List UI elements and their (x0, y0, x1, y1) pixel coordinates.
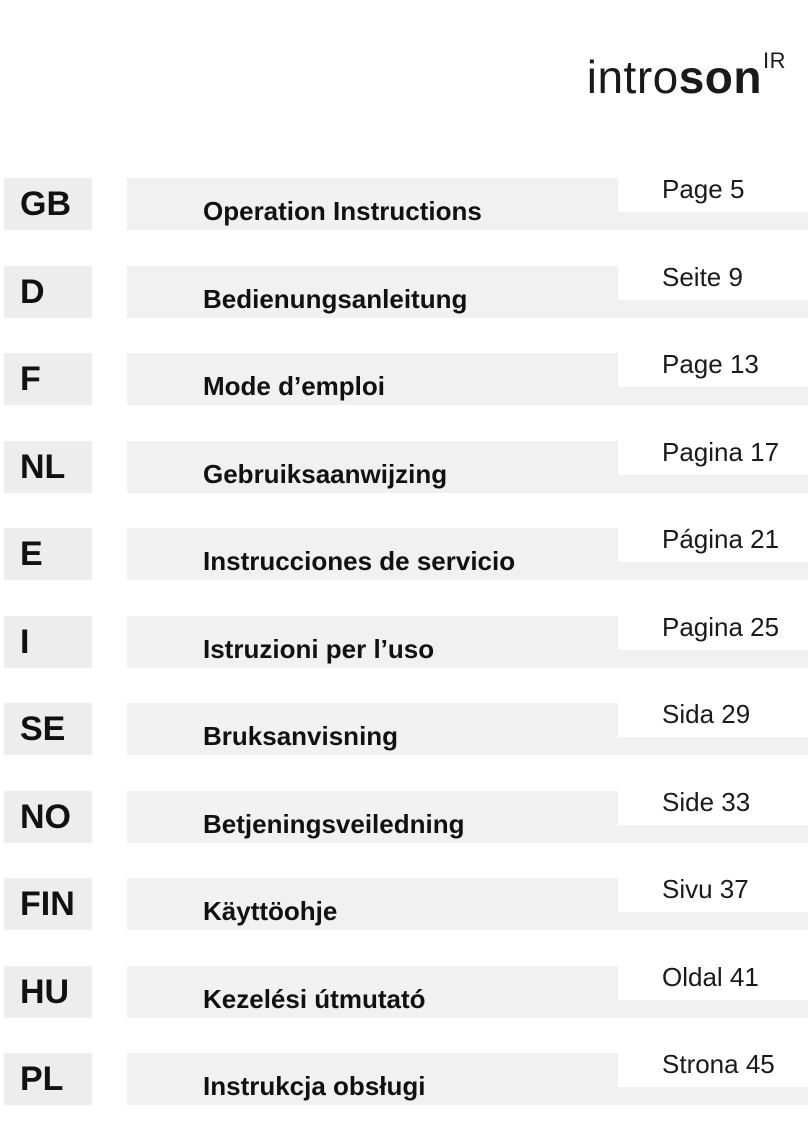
language-code: F (4, 353, 92, 405)
language-code: HU (4, 966, 92, 1018)
toc-row[interactable] (0, 786, 808, 847)
manual-title: Betjeningsveiledning (203, 808, 465, 839)
manual-title: Käyttöohje (203, 896, 338, 926)
page-band-lower (618, 650, 808, 668)
language-code: GB (4, 178, 92, 230)
page-band-lower (618, 475, 808, 493)
page-band-lower (618, 212, 808, 230)
page-ref: Seite 9 (662, 261, 743, 292)
page-ref: Pagina 25 (662, 611, 780, 642)
toc-row[interactable] (0, 1049, 808, 1109)
manual-title: Mode d’emploi (203, 371, 385, 401)
page-band-lower (618, 1000, 808, 1018)
page-band-lower (618, 737, 808, 755)
manual-title: Bruksanvisning (203, 721, 399, 751)
language-code: FIN (4, 878, 92, 930)
page-band-lower (618, 562, 808, 580)
toc-row[interactable] (0, 174, 808, 234)
manual-title: Operation Instructions (203, 196, 482, 226)
brand-logo-thin: intro (586, 51, 679, 103)
manual-title: Instrucciones de servicio (203, 546, 516, 576)
toc-row[interactable] (0, 524, 808, 584)
page-ref: Sivu 37 (662, 874, 749, 904)
manual-title: Kezelési útmutató (203, 983, 426, 1014)
toc-row[interactable] (0, 611, 808, 672)
manual-title: Gebruiksaanwijzing (203, 458, 448, 489)
title-band (127, 878, 618, 930)
page-band-lower (618, 825, 808, 843)
toc-row[interactable] (0, 874, 808, 934)
language-code: SE (4, 703, 92, 755)
manual-title: Instrukcja obsługi (203, 1071, 426, 1101)
page-band-lower (618, 300, 808, 318)
toc-row[interactable] (0, 349, 808, 409)
language-code: E (4, 528, 92, 580)
language-code: PL (4, 1053, 92, 1105)
page-ref: Sida 29 (662, 699, 751, 729)
language-code: I (4, 616, 92, 668)
page-ref: Strona 45 (662, 1049, 775, 1079)
page-band-lower (618, 912, 808, 930)
manual-title: Istruzioni per l’uso (203, 633, 435, 664)
page-band-lower (618, 1087, 808, 1105)
brand-logo-bold: son (678, 51, 762, 103)
page-ref: Page 13 (662, 349, 759, 379)
brand-logo-sup: IR (763, 48, 786, 73)
toc-row[interactable] (0, 436, 808, 497)
toc-row[interactable] (0, 961, 808, 1022)
manual-title: Bedienungsanleitung (203, 283, 468, 314)
page-ref: Pagina 17 (662, 436, 780, 467)
toc-row[interactable] (0, 261, 808, 322)
page-ref: Página 21 (662, 524, 780, 554)
page-ref: Side 33 (662, 786, 751, 817)
page-ref: Page 5 (662, 174, 745, 204)
page-ref: Oldal 41 (662, 961, 759, 992)
language-code: NO (4, 791, 92, 843)
language-code: D (4, 266, 92, 318)
language-code: NL (4, 441, 92, 493)
toc-row[interactable] (0, 699, 808, 759)
page-band-lower (618, 387, 808, 405)
